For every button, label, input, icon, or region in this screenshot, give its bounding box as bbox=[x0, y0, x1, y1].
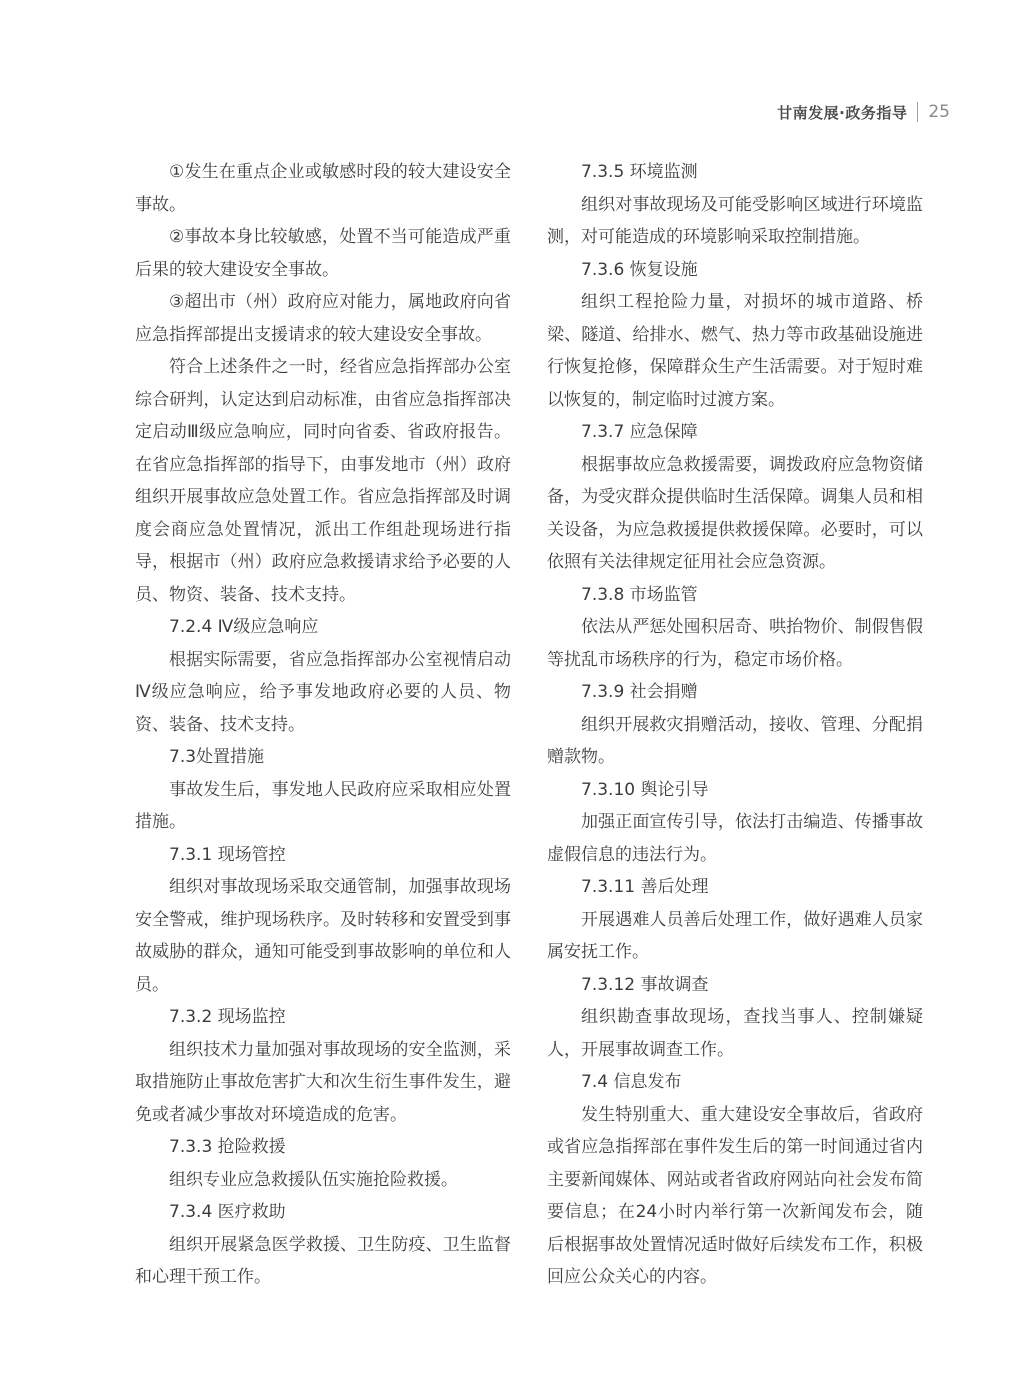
header-divider bbox=[917, 102, 918, 122]
right-column bbox=[547, 156, 923, 1294]
text-line: 免或者减少事故对环境造成的危害。 bbox=[135, 1104, 407, 1125]
text-line: 或省应急指挥部在事件发生后的第一时间通过省内 bbox=[547, 1137, 923, 1157]
text-line: 资、装备、技术支持。 bbox=[135, 714, 305, 735]
text-line: 后果的较大建设安全事故。 bbox=[135, 259, 339, 280]
text-line: 主要新闻媒体、网站或者省政府网站向社会发布简 bbox=[547, 1169, 923, 1190]
page-number: 25 bbox=[928, 102, 950, 122]
text-line: 组织对事故现场及可能受影响区域进行环境监 bbox=[581, 194, 923, 215]
single-line-paragraph bbox=[547, 156, 923, 189]
text-line: 7.3.5 环境监测 bbox=[581, 162, 698, 182]
single-line-paragraph bbox=[547, 676, 923, 709]
paragraph bbox=[547, 1001, 923, 1066]
text-line: 属安抚工作。 bbox=[547, 942, 649, 962]
text-line: Ⅳ级应急响应，给予事发地政府必要的人员、物 bbox=[135, 682, 511, 702]
text-line: 7.3.10 舆论引导 bbox=[581, 779, 709, 800]
text-line: 等扰乱市场秩序的行为，稳定市场价格。 bbox=[547, 649, 853, 670]
text-line: 组织开展事故应急处置工作。省应急指挥部及时调 bbox=[135, 487, 511, 507]
text-line: 组织技术力量加强对事故现场的安全监测，采 bbox=[169, 1039, 511, 1060]
text-line: 事故发生后，事发地人民政府应采取相应处置 bbox=[169, 779, 511, 800]
text-line: 组织工程抢险力量，对损坏的城市道路、桥 bbox=[581, 292, 923, 312]
text-line: 要信息；在24小时内举行第一次新闻发布会，随 bbox=[547, 1202, 923, 1222]
text-line: 导，根据市（州）政府应急救援请求给予必要的人 bbox=[135, 552, 511, 572]
paragraph bbox=[547, 904, 923, 969]
text-line: 依照有关法律规定征用社会应急资源。 bbox=[547, 552, 836, 572]
paragraph bbox=[547, 709, 923, 774]
text-line: 度会商应急处置情况，派出工作组赴现场进行指 bbox=[135, 519, 511, 540]
single-line-paragraph bbox=[135, 1196, 511, 1229]
text-line: 行恢复抢修，保障群众生产生活需要。对于短时难 bbox=[547, 357, 923, 377]
text-line: 根据事故应急救援需要，调拨政府应急物资储 bbox=[581, 454, 923, 475]
single-line-paragraph bbox=[547, 871, 923, 904]
text-line: 以恢复的，制定临时过渡方案。 bbox=[547, 389, 785, 410]
text-line: 员、物资、装备、技术支持。 bbox=[135, 584, 356, 605]
text-line: 组织对事故现场采取交通管制，加强事故现场 bbox=[169, 877, 511, 897]
paragraph bbox=[135, 774, 511, 839]
text-line: 在省应急指挥部的指导下，由事发地市（州）政府 bbox=[135, 454, 511, 475]
text-line: 根据实际需要，省应急指挥部办公室视情启动 bbox=[169, 649, 511, 670]
single-line-paragraph bbox=[135, 611, 511, 644]
text-line: 和心理干预工作。 bbox=[135, 1267, 271, 1287]
single-line-paragraph bbox=[547, 1066, 923, 1099]
text-line: 7.3.4 医疗救助 bbox=[169, 1202, 286, 1222]
text-line: 综合研判，认定达到启动标准，由省应急指挥部决 bbox=[135, 389, 511, 410]
text-line: 定启动Ⅲ级应急响应，同时向省委、省政府报告。 bbox=[135, 422, 511, 442]
single-line-paragraph bbox=[547, 969, 923, 1002]
text-line: 开展遇难人员善后处理工作，做好遇难人员家 bbox=[581, 909, 923, 930]
text-line: 组织专业应急救援队伍实施抢险救援。 bbox=[169, 1169, 458, 1190]
paragraph bbox=[135, 351, 511, 611]
paragraph bbox=[547, 806, 923, 871]
text-line: 加强正面宣传引导，依法打击编造、传播事故 bbox=[581, 812, 923, 832]
text-line: 7.3.3 抢险救援 bbox=[169, 1137, 286, 1157]
text-line: 梁、隧道、给排水、燃气、热力等市政基础设施进 bbox=[547, 324, 923, 345]
text-line: 赠款物。 bbox=[547, 747, 615, 767]
page-header bbox=[777, 100, 950, 124]
text-line: 7.3.6 恢复设施 bbox=[581, 259, 698, 280]
single-line-paragraph bbox=[135, 741, 511, 774]
text-line: 7.3.7 应急保障 bbox=[581, 422, 698, 442]
single-line-paragraph bbox=[547, 416, 923, 449]
text-line: 应急指挥部提出支援请求的较大建设安全事故。 bbox=[135, 324, 492, 345]
text-line: 发生特别重大、重大建设安全事故后，省政府 bbox=[581, 1104, 923, 1125]
text-line: 回应公众关心的内容。 bbox=[547, 1267, 717, 1287]
left-column bbox=[135, 156, 511, 1294]
single-line-paragraph bbox=[135, 1131, 511, 1164]
text-line: 7.3处置措施 bbox=[169, 747, 265, 767]
paragraph bbox=[135, 871, 511, 1001]
paragraph bbox=[135, 286, 511, 351]
paragraph bbox=[547, 189, 923, 254]
text-line: 依法从严惩处囤积居奇、哄抬物价、制假售假 bbox=[581, 617, 923, 637]
paragraph bbox=[135, 156, 511, 221]
single-line-paragraph bbox=[547, 579, 923, 612]
text-line: 故威胁的群众，通知可能受到事故影响的单位和人 bbox=[135, 942, 511, 962]
text-line: 7.3.12 事故调查 bbox=[581, 974, 709, 995]
text-line: 后根据事故处置情况适时做好后续发布工作，积极 bbox=[547, 1234, 923, 1255]
paragraph bbox=[135, 1034, 511, 1132]
paragraph bbox=[547, 1099, 923, 1294]
text-line: 测，对可能造成的环境影响采取控制措施。 bbox=[547, 227, 870, 247]
text-line: 关设备，为应急救援提供救援保障。必要时，可以 bbox=[547, 519, 923, 540]
text-line: 7.3.8 市场监管 bbox=[581, 584, 698, 605]
text-line: 组织开展救灾捐赠活动，接收、管理、分配捐 bbox=[581, 714, 923, 735]
paragraph bbox=[547, 286, 923, 416]
text-line: 7.2.4 Ⅳ级应急响应 bbox=[169, 617, 319, 637]
text-line: 人，开展事故调查工作。 bbox=[547, 1039, 734, 1060]
text-line: 7.3.9 社会捐赠 bbox=[581, 682, 698, 702]
section-title: 甘南发展·政务指导 bbox=[777, 103, 908, 122]
single-line-paragraph bbox=[135, 1001, 511, 1034]
text-line: 7.4 信息发布 bbox=[581, 1072, 682, 1092]
text-line: 7.3.2 现场监控 bbox=[169, 1007, 286, 1027]
text-line: 员。 bbox=[135, 974, 169, 995]
text-line: 7.3.1 现场管控 bbox=[169, 844, 286, 865]
text-line: 符合上述条件之一时，经省应急指挥部办公室 bbox=[169, 357, 511, 377]
text-line: 取措施防止事故危害扩大和次生衍生事件发生，避 bbox=[135, 1072, 511, 1092]
text-line: 事故。 bbox=[135, 194, 186, 215]
single-line-paragraph bbox=[135, 839, 511, 872]
paragraph bbox=[547, 611, 923, 676]
text-line: 安全警戒，维护现场秩序。及时转移和安置受到事 bbox=[135, 909, 511, 930]
single-line-paragraph bbox=[547, 774, 923, 807]
single-line-paragraph bbox=[547, 254, 923, 287]
text-line: ③超出市（州）政府应对能力，属地政府向省 bbox=[169, 292, 511, 312]
paragraph bbox=[135, 1229, 511, 1294]
text-line: 措施。 bbox=[135, 812, 186, 832]
text-line: 虚假信息的违法行为。 bbox=[547, 844, 717, 865]
text-line: ①发生在重点企业或敏感时段的较大建设安全 bbox=[169, 162, 511, 182]
text-line: ②事故本身比较敏感，处置不当可能造成严重 bbox=[169, 227, 511, 247]
paragraph bbox=[547, 449, 923, 579]
text-line: 组织开展紧急医学救援、卫生防疫、卫生监督 bbox=[169, 1234, 511, 1255]
single-line-paragraph bbox=[135, 1164, 511, 1197]
paragraph bbox=[135, 221, 511, 286]
text-line: 组织勘查事故现场，查找当事人、控制嫌疑 bbox=[581, 1007, 923, 1027]
paragraph bbox=[135, 644, 511, 742]
text-line: 7.3.11 善后处理 bbox=[581, 877, 709, 897]
text-line: 备，为受灾群众提供临时生活保障。调集人员和相 bbox=[547, 487, 923, 507]
